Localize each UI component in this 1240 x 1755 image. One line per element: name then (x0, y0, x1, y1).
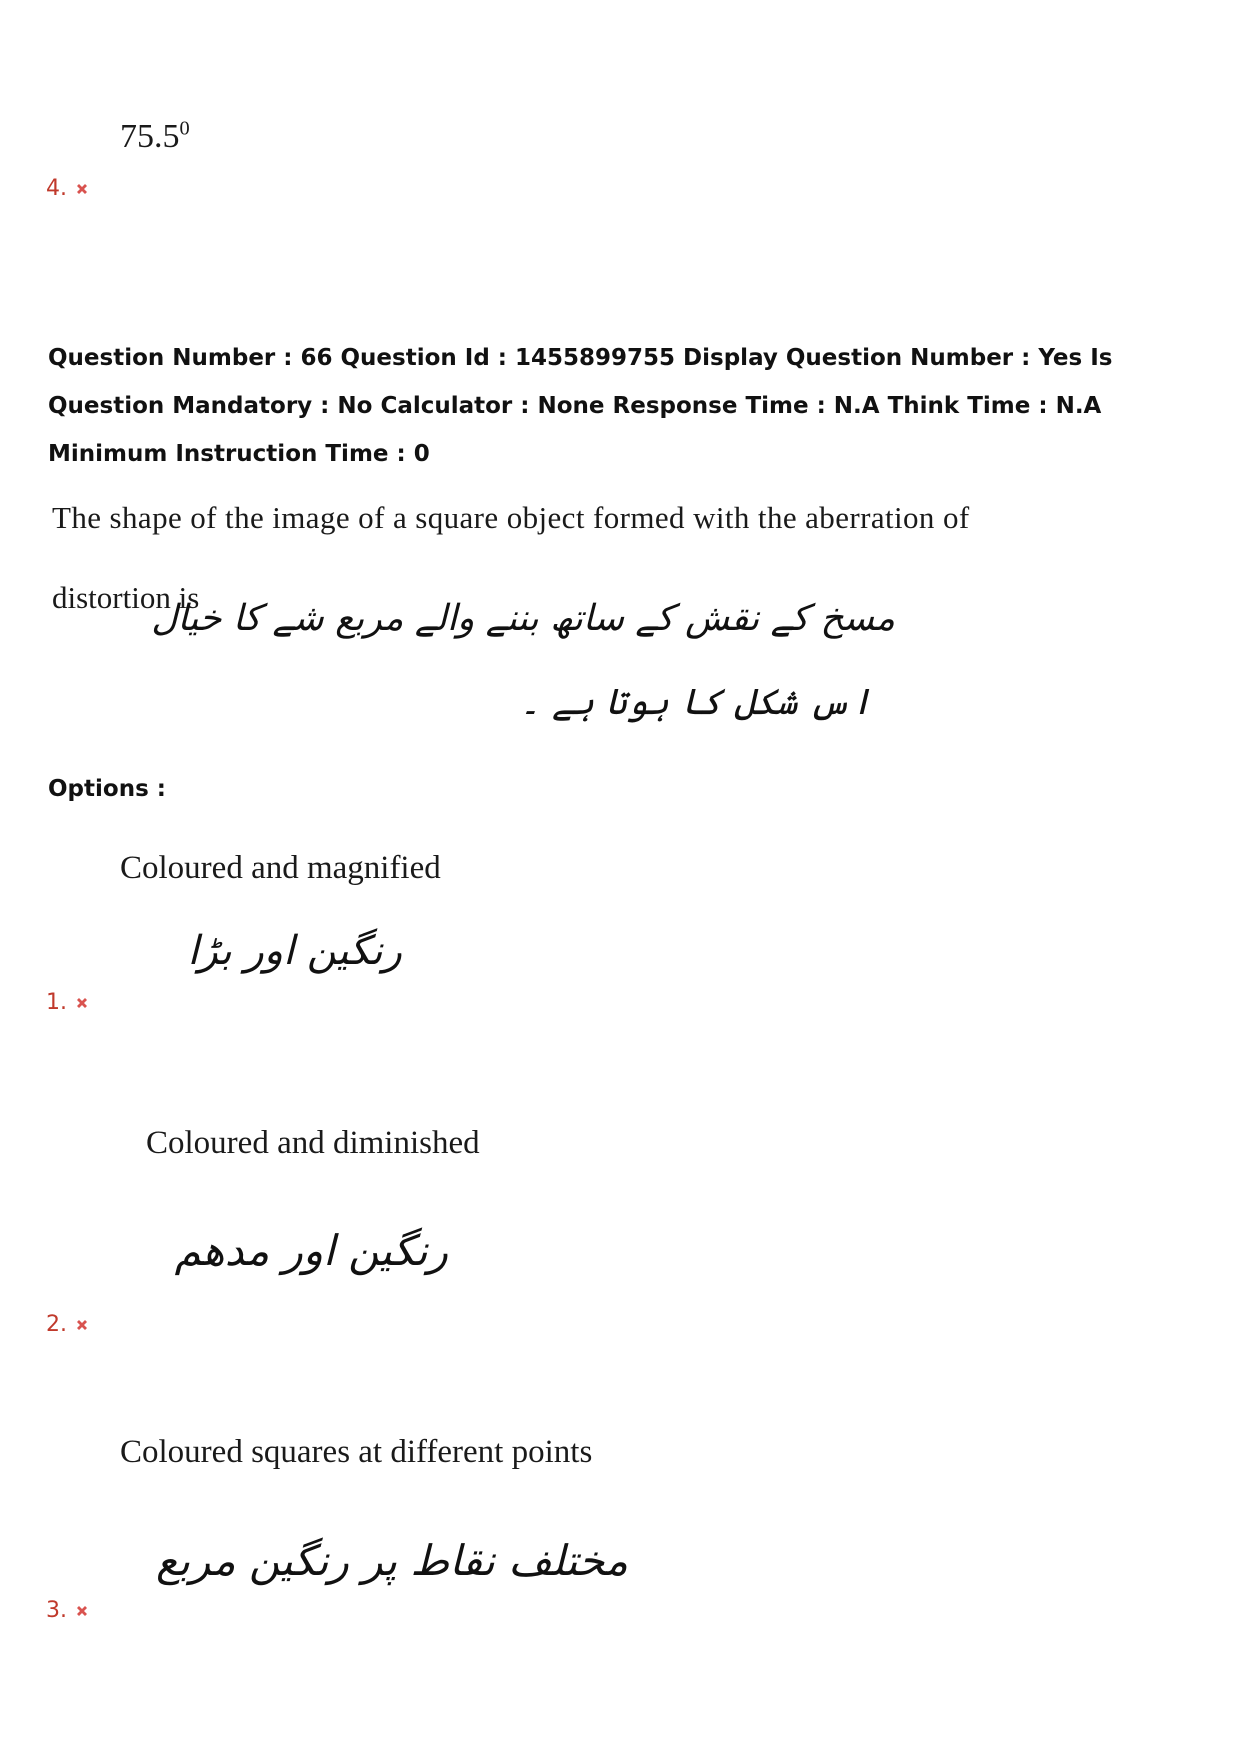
cross-icon (75, 1318, 89, 1332)
option-1-urdu (187, 928, 402, 974)
prev-option-4-number-text: 75.5 (120, 118, 180, 155)
option-1-english-text: Coloured and magnified (120, 850, 441, 886)
option-3-english (120, 1434, 592, 1471)
option-1-number: 1. (46, 990, 67, 1015)
prev-option-4-value (120, 118, 190, 156)
prev-option-4-number: 4. (46, 176, 67, 201)
question-text-line-2-content: distortion is (52, 580, 200, 615)
degree-superscript: 0 (179, 117, 190, 140)
option-2-urdu (175, 1226, 448, 1275)
cross-icon (75, 996, 89, 1010)
option-2-english-text: Coloured and diminished (146, 1125, 480, 1161)
option-3-urdu (156, 1536, 628, 1585)
option-3-number: 3. (46, 1598, 67, 1623)
question-urdu-line-1-content: مسخ کے نقش کے ساتھ بننے والے مربع شے کا خیال (151, 598, 895, 639)
options-label (48, 776, 166, 802)
option-1-marker (46, 990, 89, 1015)
question-text-line-1-content: The shape of the image of a square object formed with the aberration of (52, 500, 970, 535)
cross-icon (75, 182, 89, 196)
prev-option-4-marker (46, 176, 89, 201)
option-2-number: 2. (46, 1312, 67, 1337)
options-label-text: Options : (48, 776, 166, 802)
option-2-marker (46, 1312, 89, 1337)
option-3-english-text: Coloured squares at different points (120, 1434, 593, 1470)
option-2-urdu-text: رنگین اور مدھم (174, 1226, 448, 1275)
question-text-line-1 (52, 500, 970, 536)
option-3-urdu-text: مختلف نقاط پر رنگین مربع (155, 1536, 628, 1585)
question-meta (48, 334, 1218, 478)
question-urdu-line-2 (519, 682, 872, 723)
option-3-marker (46, 1598, 89, 1623)
cross-icon (75, 1604, 89, 1618)
question-meta-text: Question Number : 66 Question Id : 1455899755 Display Question Number : Yes Is Question Mandatory : No Calculator : None Response Time : N.A Think Time : N.A Minimum Instruction Time : 0 (48, 345, 1113, 467)
question-urdu-line-1 (151, 598, 895, 639)
question-urdu-line-2-content: اس شکل کا ہوتا ہے ۔ (519, 682, 872, 723)
option-1-urdu-text: رنگین اور بڑا (187, 928, 402, 974)
option-2-english (146, 1125, 480, 1162)
option-1-english (120, 850, 441, 887)
